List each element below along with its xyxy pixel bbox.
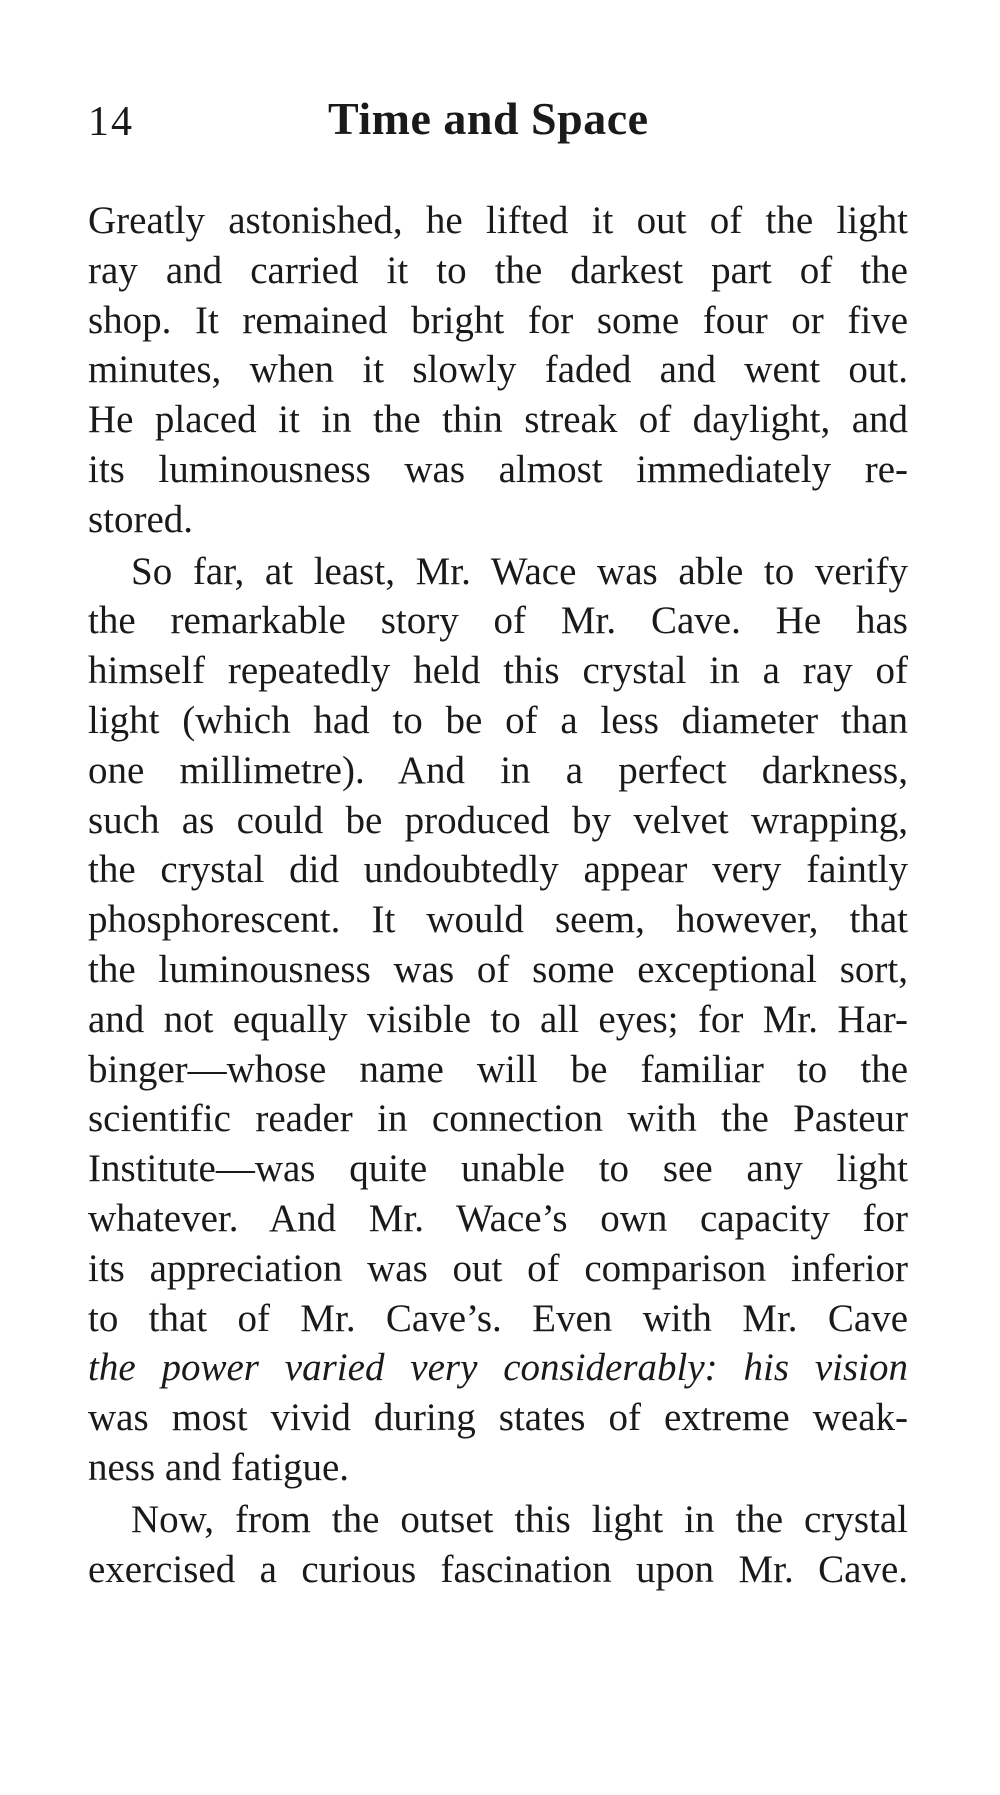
text-line: minutes, when it slowly faded and went out. [88, 348, 908, 392]
text-line: So far, at least, Mr. Wace was able to verify [131, 549, 908, 593]
text-line: stored. [88, 497, 194, 541]
text-line: the crystal did undoubtedly appear very faintly [88, 848, 908, 892]
paragraph-1 [88, 196, 908, 545]
text-line: shop. It remained bright for some four or five [88, 298, 908, 342]
text-line: one millimetre). And in a perfect darkness, [88, 748, 908, 792]
paragraph-2 [88, 547, 908, 1493]
text-line: exercised a curious fascination upon Mr. Cave. [88, 1547, 908, 1591]
text-line: its luminousness was almost immediately re- [88, 447, 908, 491]
text-line: scientific reader in connection with the Pasteur [88, 1097, 908, 1141]
text-line: Institute—was quite unable to see any light [88, 1147, 908, 1191]
text-line: ray and carried it to the darkest part of the [88, 248, 908, 292]
text-line: himself repeatedly held this crystal in a ray of [88, 649, 908, 693]
body-text [88, 196, 908, 1594]
page-number: 14 [88, 99, 134, 145]
text-line: phosphorescent. It would seem, however, that [88, 898, 908, 942]
text-line: He placed it in the thin streak of daylight, and [88, 398, 908, 442]
text-line: light (which had to be of a less diameter than [88, 698, 908, 742]
text-line: Now, from the outset this light in the crystal [131, 1497, 908, 1541]
text-line: binger—whose name will be familiar to the [88, 1047, 908, 1091]
text-line: Greatly astonished, he lifted it out of the light [88, 199, 908, 242]
paragraph-3 [88, 1495, 908, 1595]
text-line: and not equally visible to all eyes; for Mr. Har- [88, 997, 908, 1041]
page-header [88, 93, 908, 158]
text-line: to that of Mr. Cave’s. Even with Mr. Cave [88, 1296, 908, 1340]
text-line: ness and fatigue. [88, 1445, 350, 1489]
text-line: its appreciation was out of comparison inferior [88, 1246, 908, 1290]
text-line: the remarkable story of Mr. Cave. He has [88, 599, 908, 643]
text-line: the luminousness was of some exceptional sort, [88, 947, 908, 991]
text-line: the power varied very considerably: his vision [88, 1346, 908, 1390]
text-line: such as could be produced by velvet wrapping, [88, 798, 908, 842]
text-line: whatever. And Mr. Wace’s own capacity for [88, 1196, 908, 1240]
running-title: Time and Space [328, 93, 649, 144]
text-line: was most vivid during states of extreme weak- [88, 1396, 908, 1440]
